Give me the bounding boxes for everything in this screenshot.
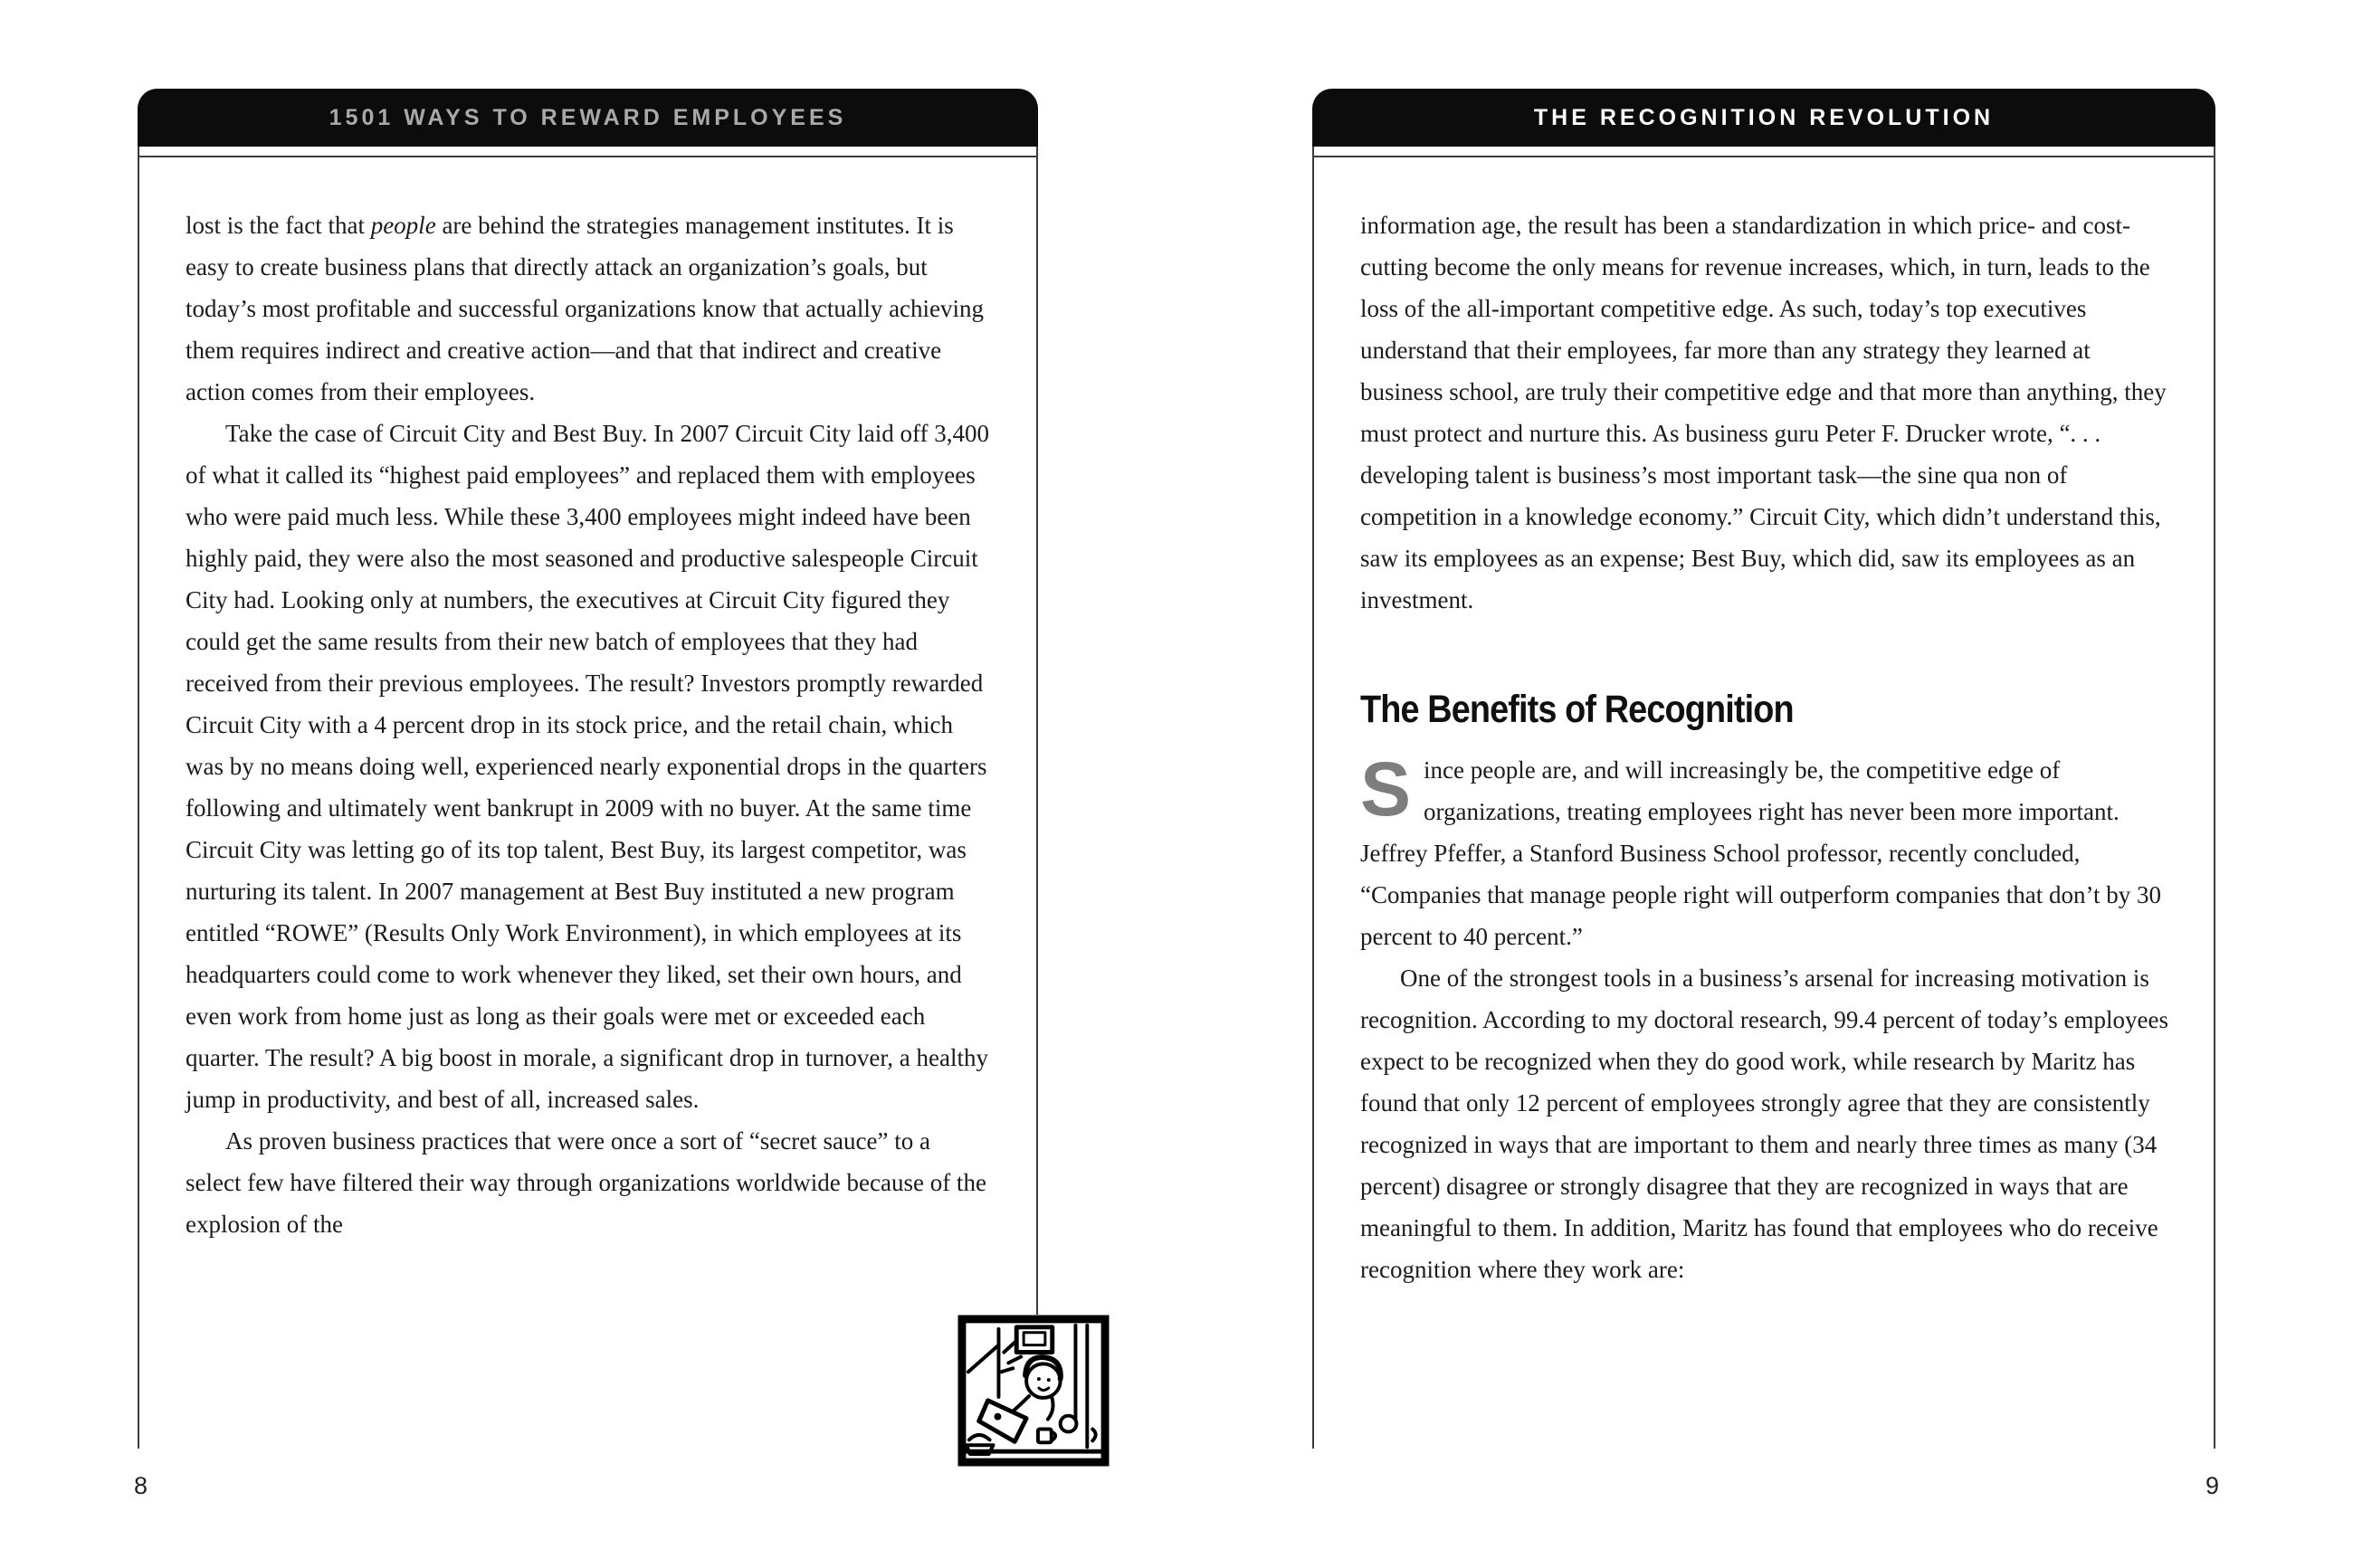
paragraph: Take the case of Circuit City and Best Buy. In 2007 Circuit City laid off 3,400 of what it called its “highest paid employees” and replaced them with employees who were paid much less. While these 3,400 employees might indeed have been highly paid, they were also the most seasoned and productive salespeople Circuit City had. Looking only at numbers, the executives at Circuit City figured they could get the same results from their new batch of employees that they had received from their previous employees. The result? Investors promptly rewarded Circuit City with a 4 percent drop in its stock price, and the retail chain, which was by no means doing well, experienced nearly exponential drops in the quarters following and ultimately went bankrupt in 2009 with no buyer. At the same time Circuit City was letting go of its top talent, Best Buy, its largest competitor, was nurturing its talent. In 2007 management at Best Buy instituted a new program entitled “ROWE” (Results Only Work Environment), in which employees at its headquarters could come to work whenever they liked, set their own hours, and even work from home just as long as their goals were met or exceeded each quarter. The result? A big boost in morale, a significant drop in turnover, a healthy jump in productivity, and best of all, increased sales.	[186, 420, 989, 1113]
laptop-worker-illustration-drawing	[957, 1315, 1110, 1467]
right-page-header-bar	[1312, 89, 2215, 147]
paragraph: One of the strongest tools in a business’s arsenal for increasing motivation is recognition. According to my doctoral research, 99.4 percent of today’s employees expect to be recognized when they do good work, while research by Maritz has found that only 12 percent of employees strongly agree that they are consistently recognized in ways that are important to them and nearly three times as many (34 percent) disagree or strongly disagree that they are recognized in ways that are meaningful to them. In addition, Maritz has found that employees who do receive recognition where they work are:	[1360, 965, 2168, 1283]
paragraph: information age, the result has been a standardization in which price- and cost-cutting become the only means for revenue increases, which, in turn, leads to the loss of the all-important competitive edge. As such, today’s top executives understand that their employees, far more than any strategy they learned at business school, are truly their competitive edge and that more than anything, they must protect and nurture this. As business guru Peter F. Drucker wrote, “. . . developing talent is business’s most important task—the sine qua non of competition in a knowledge economy.” Circuit City, which didn’t understand this, saw its employees as an expense; Best Buy, which did, saw its employees as an investment.	[1360, 212, 2167, 613]
drop-cap-paragraph-text: ince people are, and will increasingly be, the competitive edge of organizations, treating employees right has never been more important. Jeffrey Pfeffer, a Stanford Business School professor, recently concluded, “Companies that manage people right will outperform companies that don’t by 30 percent to 40 percent.”	[1360, 756, 2162, 950]
right-page-number: 9	[2205, 1472, 2219, 1499]
left-page-rule	[138, 156, 1038, 157]
paragraph	[1360, 746, 2168, 957]
left-page-header-bar	[138, 89, 1038, 147]
laptop-worker-illustration	[957, 1315, 1110, 1467]
right-page	[1312, 89, 2219, 1499]
drop-cap: S	[1360, 746, 1412, 832]
left-page-text	[139, 147, 1036, 1245]
paragraph: lost is the fact that people are behind the strategies management institutes. It is easy to create business plans that directly attack an organization’s goals, but today’s most profitable and successful organizations know that actually achieving them requires indirect and creative action—and that that indirect and creative action comes from their employees.	[186, 212, 985, 405]
right-page-frame	[1312, 147, 2215, 1449]
paragraph: As proven business practices that were once a sort of “secret sauce” to a select few have filtered their way through organizations worldwide because of the explosion of the	[186, 1127, 986, 1238]
section-heading: The Benefits of Recognition	[1360, 688, 1794, 731]
left-page-header-title: 1501 WAYS TO REWARD EMPLOYEES	[329, 104, 847, 130]
left-page-number: 8	[134, 1472, 148, 1499]
right-page-text	[1314, 147, 2214, 1290]
left-page	[134, 89, 1038, 1499]
right-page-header-title: THE RECOGNITION REVOLUTION	[1533, 104, 1995, 130]
right-page-rule	[1312, 156, 2215, 157]
left-page-frame	[138, 147, 1038, 1449]
